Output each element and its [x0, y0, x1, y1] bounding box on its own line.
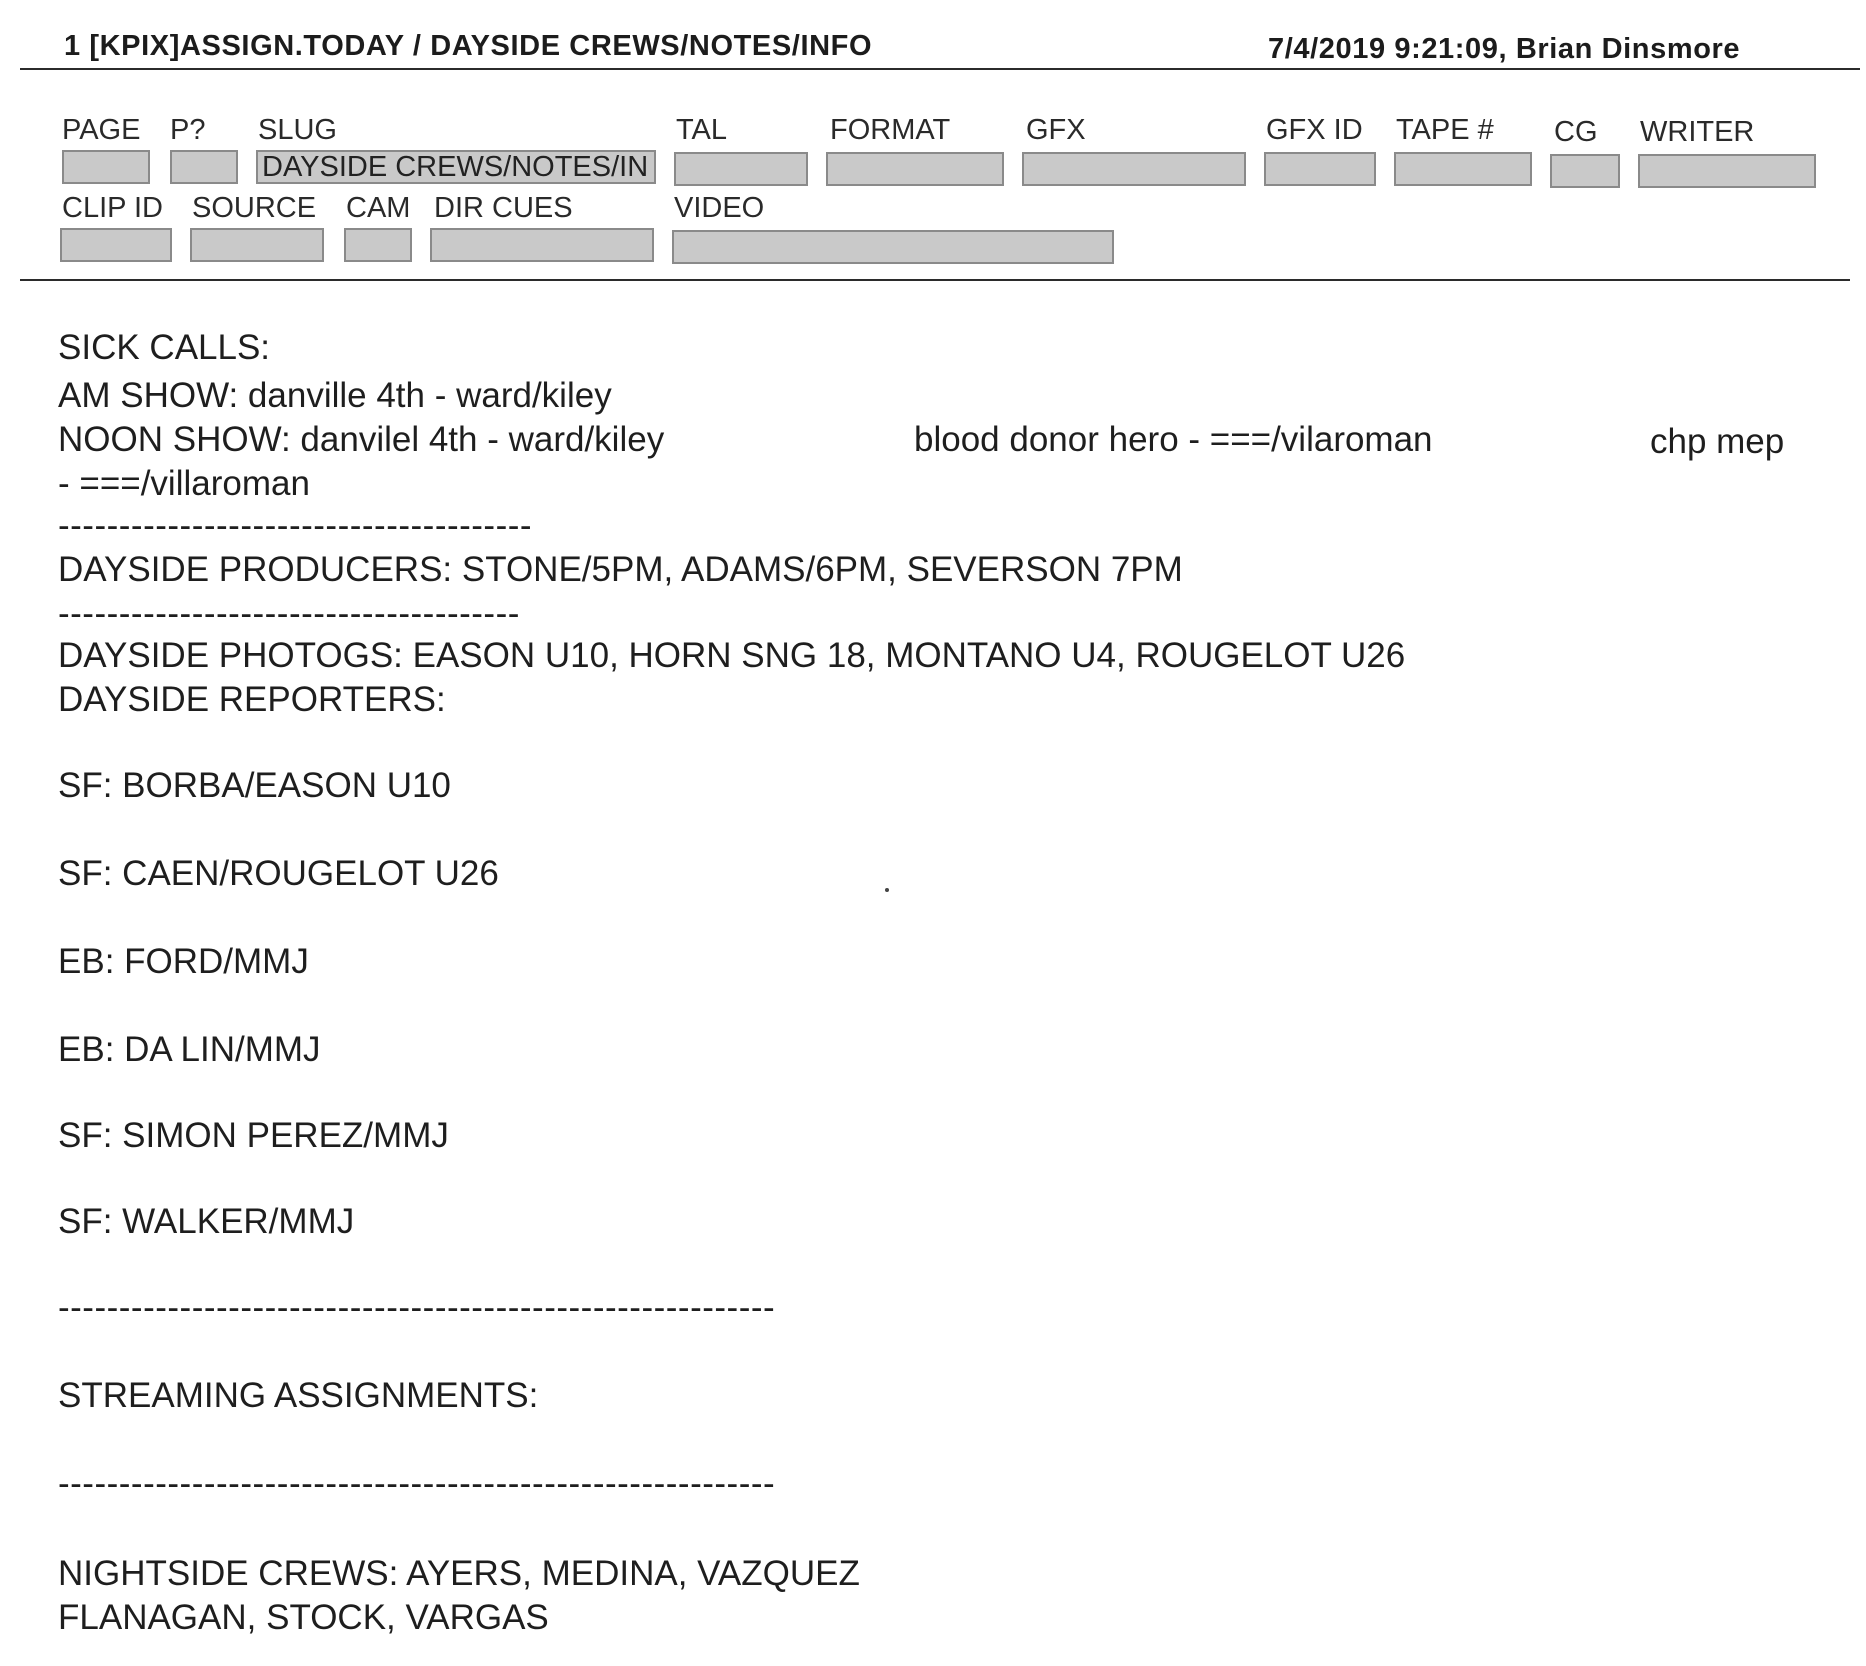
field-clip-id-label: CLIP ID	[62, 192, 164, 224]
field-slug-input[interactable]: DAYSIDE CREWS/NOTES/IN	[256, 150, 656, 184]
field-cam-label: CAM	[346, 192, 411, 224]
field-p-input[interactable]	[170, 150, 238, 184]
separator-2: --------------------------------------	[58, 594, 520, 633]
noon-show-line: NOON SHOW: danvilel 4th - ward/kiley	[58, 420, 665, 459]
nightside-crews-line-2: FLANAGAN, STOCK, VARGAS	[58, 1598, 549, 1637]
separator-4: -----------------------------------------------------------	[58, 1464, 776, 1503]
field-cam-input[interactable]	[344, 228, 412, 262]
field-tape-input[interactable]	[1394, 152, 1532, 186]
field-format-input[interactable]	[826, 152, 1004, 186]
field-gfx-id-input[interactable]	[1264, 152, 1376, 186]
noon-show-chp: chp mep	[1650, 422, 1785, 461]
field-video-label: VIDEO	[674, 192, 765, 224]
field-page-label: PAGE	[62, 114, 141, 146]
header-title: 1 [KPIX]ASSIGN.TODAY / DAYSIDE CREWS/NOTES/INFO	[64, 30, 873, 62]
fields-divider	[20, 279, 1850, 281]
separator-1: ---------------------------------------	[58, 506, 533, 545]
dayside-producers: DAYSIDE PRODUCERS: STONE/5PM, ADAMS/6PM, SEVERSON 7PM	[58, 550, 1183, 589]
field-clip-id-input[interactable]	[60, 228, 172, 262]
field-gfx-input[interactable]	[1022, 152, 1246, 186]
separator-3: -----------------------------------------------------------	[58, 1288, 776, 1327]
am-show-line: AM SHOW: danville 4th - ward/kiley	[58, 376, 612, 415]
field-gfx-id-label: GFX ID	[1266, 114, 1363, 146]
field-dir-cues-input[interactable]	[430, 228, 654, 262]
field-source-label: SOURCE	[192, 192, 317, 224]
field-writer-label: WRITER	[1640, 116, 1755, 148]
reporter-line: SF: SIMON PEREZ/MMJ	[58, 1116, 449, 1155]
field-cg-input[interactable]	[1550, 154, 1620, 188]
reporter-line: SF: BORBA/EASON U10	[58, 766, 451, 805]
noon-show-continuation: - ===/villaroman	[58, 464, 310, 503]
dayside-reporters-heading: DAYSIDE REPORTERS:	[58, 680, 446, 719]
sick-calls-heading: SICK CALLS:	[58, 328, 271, 367]
field-gfx-label: GFX	[1026, 114, 1086, 146]
streaming-assignments-heading: STREAMING ASSIGNMENTS:	[58, 1376, 539, 1415]
field-format-label: FORMAT	[830, 114, 951, 146]
nightside-crews-line-1: NIGHTSIDE CREWS: AYERS, MEDINA, VAZQUEZ	[58, 1554, 860, 1593]
field-cg-label: CG	[1554, 116, 1598, 148]
field-writer-input[interactable]	[1638, 154, 1816, 188]
reporter-line: SF: CAEN/ROUGELOT U26	[58, 854, 499, 893]
field-tal-label: TAL	[676, 114, 728, 146]
field-slug-label: SLUG	[258, 114, 337, 146]
reporter-line: EB: DA LIN/MMJ	[58, 1030, 321, 1069]
header-divider	[20, 68, 1860, 70]
field-source-input[interactable]	[190, 228, 324, 262]
reporter-line: EB: FORD/MMJ	[58, 942, 309, 981]
field-dir-cues-label: DIR CUES	[434, 192, 573, 224]
field-p-label: P?	[170, 114, 206, 146]
header-timestamp-author: 7/4/2019 9:21:09, Brian Dinsmore	[1268, 33, 1741, 65]
noon-show-blood-donor: blood donor hero - ===/vilaroman	[914, 420, 1433, 459]
field-video-input[interactable]	[672, 230, 1114, 264]
field-tape-label: TAPE #	[1396, 114, 1494, 146]
dayside-photogs: DAYSIDE PHOTOGS: EASON U10, HORN SNG 18, MONTANO U4, ROUGELOT U26	[58, 636, 1406, 675]
scan-speck	[885, 888, 889, 892]
field-tal-input[interactable]	[674, 152, 808, 186]
field-page-input[interactable]	[62, 150, 150, 184]
reporter-line: SF: WALKER/MMJ	[58, 1202, 355, 1241]
